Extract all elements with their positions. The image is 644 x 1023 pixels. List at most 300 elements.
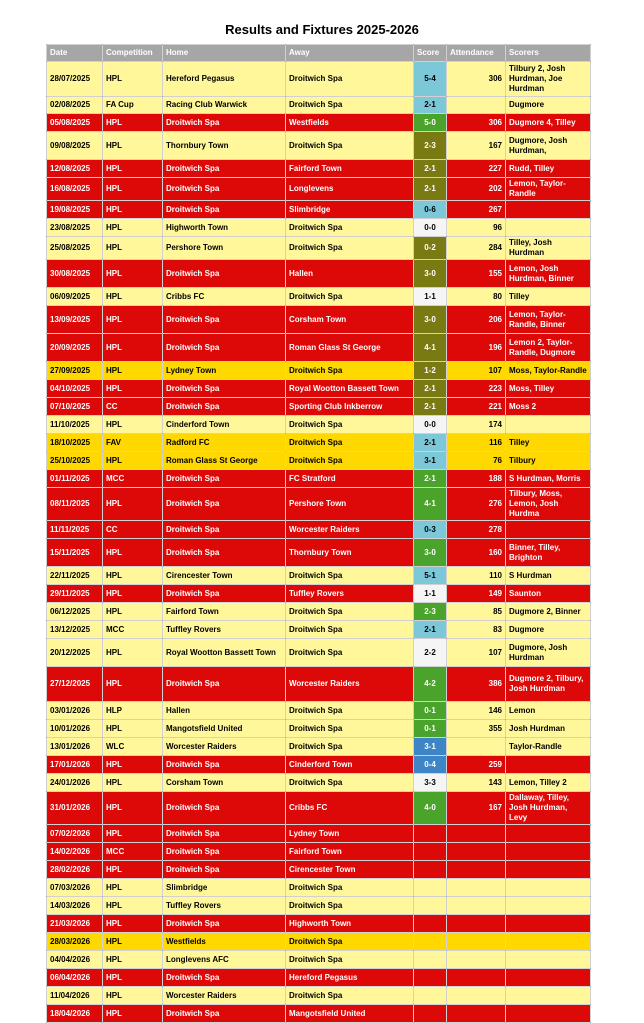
cell-away: Cinderford Town <box>286 756 414 774</box>
fixture-row <box>47 452 591 470</box>
cell-away: Droitwich Spa <box>286 219 414 237</box>
cell-score: 2-1 <box>414 398 447 416</box>
cell-away: Droitwich Spa <box>286 434 414 452</box>
cell-home: Cirencester Town <box>163 567 286 585</box>
cell-attendance <box>447 97 506 114</box>
cell-competition: WLC <box>103 738 163 756</box>
cell-scorers: Lemon, Taylor-Randle, Binner <box>506 306 591 334</box>
cell-competition: FA Cup <box>103 97 163 114</box>
cell-away: Lydney Town <box>286 825 414 843</box>
cell-competition: HPL <box>103 416 163 434</box>
cell-away: Droitwich Spa <box>286 987 414 1005</box>
cell-score: 0-3 <box>414 521 447 539</box>
cell-home: Droitwich Spa <box>163 114 286 132</box>
cell-scorers: Lemon, Tilley 2 <box>506 774 591 792</box>
cell-score: 0-0 <box>414 219 447 237</box>
cell-score <box>414 915 447 933</box>
fixture-row <box>47 470 591 488</box>
cell-scorers <box>506 416 591 434</box>
cell-competition: HPL <box>103 861 163 879</box>
fixture-row <box>47 879 591 897</box>
fixture-row <box>47 738 591 756</box>
cell-score: 5-4 <box>414 62 447 97</box>
cell-score <box>414 897 447 915</box>
cell-attendance: 276 <box>447 488 506 521</box>
fixture-row <box>47 585 591 603</box>
fixture-row <box>47 915 591 933</box>
cell-scorers: Dugmore <box>506 621 591 639</box>
fixture-row <box>47 667 591 702</box>
cell-score <box>414 969 447 987</box>
cell-score: 2-1 <box>414 380 447 398</box>
cell-away: Tuffley Rovers <box>286 585 414 603</box>
cell-scorers: Rudd, Tilley <box>506 160 591 178</box>
cell-score: 2-1 <box>414 178 447 201</box>
cell-competition: CC <box>103 398 163 416</box>
cell-date: 06/12/2025 <box>47 603 103 621</box>
fixture-row <box>47 62 591 97</box>
cell-date: 04/04/2026 <box>47 951 103 969</box>
cell-scorers <box>506 861 591 879</box>
cell-competition: CC <box>103 521 163 539</box>
cell-away: Royal Wootton Bassett Town <box>286 380 414 398</box>
cell-away: Droitwich Spa <box>286 416 414 434</box>
cell-away: Mangotsfield United <box>286 1005 414 1023</box>
cell-score: 4-1 <box>414 334 447 362</box>
cell-competition: HPL <box>103 603 163 621</box>
cell-competition: HPL <box>103 915 163 933</box>
cell-away: Droitwich Spa <box>286 879 414 897</box>
cell-date: 10/01/2026 <box>47 720 103 738</box>
header-row <box>47 45 591 62</box>
header-home: Home <box>163 45 286 62</box>
cell-away: Droitwich Spa <box>286 774 414 792</box>
cell-home: Droitwich Spa <box>163 861 286 879</box>
cell-attendance <box>447 897 506 915</box>
fixture-row <box>47 567 591 585</box>
cell-home: Roman Glass St George <box>163 452 286 470</box>
cell-away: Droitwich Spa <box>286 603 414 621</box>
cell-attendance: 306 <box>447 62 506 97</box>
cell-attendance: 96 <box>447 219 506 237</box>
cell-date: 08/11/2025 <box>47 488 103 521</box>
fixture-row <box>47 362 591 380</box>
header-scorers: Scorers <box>506 45 591 62</box>
cell-score: 2-1 <box>414 434 447 452</box>
cell-score <box>414 987 447 1005</box>
fixture-row <box>47 639 591 667</box>
cell-competition: HPL <box>103 362 163 380</box>
cell-scorers: Binner, Tilley, Brighton <box>506 539 591 567</box>
cell-date: 25/08/2025 <box>47 237 103 260</box>
cell-home: Cinderford Town <box>163 416 286 434</box>
fixture-row <box>47 792 591 825</box>
cell-date: 16/08/2025 <box>47 178 103 201</box>
cell-scorers: Dugmore 4, Tilley <box>506 114 591 132</box>
cell-home: Lydney Town <box>163 362 286 380</box>
cell-home: Droitwich Spa <box>163 160 286 178</box>
cell-score <box>414 861 447 879</box>
cell-attendance: 223 <box>447 380 506 398</box>
cell-attendance <box>447 987 506 1005</box>
cell-home: Droitwich Spa <box>163 398 286 416</box>
cell-competition: MCC <box>103 621 163 639</box>
cell-date: 18/04/2026 <box>47 1005 103 1023</box>
cell-date: 24/01/2026 <box>47 774 103 792</box>
cell-competition: HPL <box>103 585 163 603</box>
cell-date: 11/10/2025 <box>47 416 103 434</box>
cell-home: Droitwich Spa <box>163 380 286 398</box>
cell-away: Droitwich Spa <box>286 237 414 260</box>
cell-home: Droitwich Spa <box>163 792 286 825</box>
cell-home: Worcester Raiders <box>163 987 286 1005</box>
cell-competition: HPL <box>103 62 163 97</box>
cell-scorers <box>506 897 591 915</box>
cell-date: 22/11/2025 <box>47 567 103 585</box>
fixture-row <box>47 114 591 132</box>
cell-scorers: Tilbury, Moss, Lemon, Josh Hurdma <box>506 488 591 521</box>
cell-date: 13/12/2025 <box>47 621 103 639</box>
cell-competition: HPL <box>103 539 163 567</box>
cell-away: Droitwich Spa <box>286 288 414 306</box>
cell-competition: HPL <box>103 219 163 237</box>
cell-attendance: 83 <box>447 621 506 639</box>
cell-attendance: 284 <box>447 237 506 260</box>
cell-competition: HPL <box>103 178 163 201</box>
cell-home: Fairford Town <box>163 603 286 621</box>
cell-attendance <box>447 861 506 879</box>
cell-away: Longlevens <box>286 178 414 201</box>
fixture-row <box>47 756 591 774</box>
cell-date: 28/03/2026 <box>47 933 103 951</box>
cell-away: Droitwich Spa <box>286 567 414 585</box>
cell-home: Tuffley Rovers <box>163 621 286 639</box>
cell-score <box>414 1005 447 1023</box>
cell-score: 2-3 <box>414 603 447 621</box>
cell-away: Sporting Club Inkberrow <box>286 398 414 416</box>
cell-score: 3-0 <box>414 260 447 288</box>
fixture-row <box>47 774 591 792</box>
fixture-row <box>47 380 591 398</box>
cell-away: FC Stratford <box>286 470 414 488</box>
cell-away: Roman Glass St George <box>286 334 414 362</box>
fixture-row <box>47 201 591 219</box>
cell-home: Droitwich Spa <box>163 521 286 539</box>
cell-score: 1-1 <box>414 288 447 306</box>
cell-scorers <box>506 201 591 219</box>
cell-competition: HPL <box>103 987 163 1005</box>
cell-home: Droitwich Spa <box>163 667 286 702</box>
cell-home: Mangotsfield United <box>163 720 286 738</box>
cell-scorers: Moss 2 <box>506 398 591 416</box>
cell-date: 15/11/2025 <box>47 539 103 567</box>
cell-home: Radford FC <box>163 434 286 452</box>
cell-competition: HPL <box>103 260 163 288</box>
cell-date: 11/11/2025 <box>47 521 103 539</box>
cell-competition: HPL <box>103 825 163 843</box>
cell-away: Worcester Raiders <box>286 521 414 539</box>
cell-scorers <box>506 521 591 539</box>
cell-away: Hallen <box>286 260 414 288</box>
cell-away: Droitwich Spa <box>286 720 414 738</box>
fixture-row <box>47 334 591 362</box>
fixture-row <box>47 260 591 288</box>
cell-away: Fairford Town <box>286 843 414 861</box>
cell-scorers <box>506 915 591 933</box>
cell-home: Droitwich Spa <box>163 334 286 362</box>
fixture-row <box>47 720 591 738</box>
cell-date: 28/02/2026 <box>47 861 103 879</box>
cell-score: 2-1 <box>414 97 447 114</box>
fixture-row <box>47 951 591 969</box>
cell-score: 0-0 <box>414 416 447 434</box>
fixture-row <box>47 843 591 861</box>
cell-away: Droitwich Spa <box>286 97 414 114</box>
cell-date: 14/02/2026 <box>47 843 103 861</box>
cell-competition: HPL <box>103 639 163 667</box>
cell-attendance: 259 <box>447 756 506 774</box>
cell-score: 0-4 <box>414 756 447 774</box>
cell-scorers: Lemon 2, Taylor-Randle, Dugmore <box>506 334 591 362</box>
cell-score: 5-0 <box>414 114 447 132</box>
cell-scorers: Moss, Tilley <box>506 380 591 398</box>
page-title: Results and Fixtures 2025-2026 <box>225 22 419 37</box>
cell-away: Droitwich Spa <box>286 362 414 380</box>
cell-attendance <box>447 825 506 843</box>
cell-away: Droitwich Spa <box>286 639 414 667</box>
cell-attendance: 167 <box>447 132 506 160</box>
cell-scorers: Tilley <box>506 434 591 452</box>
cell-score: 2-3 <box>414 132 447 160</box>
cell-competition: HPL <box>103 201 163 219</box>
cell-home: Droitwich Spa <box>163 915 286 933</box>
fixture-row <box>47 933 591 951</box>
cell-attendance: 167 <box>447 792 506 825</box>
cell-date: 18/10/2025 <box>47 434 103 452</box>
cell-attendance <box>447 1005 506 1023</box>
cell-competition: HPL <box>103 160 163 178</box>
cell-away: Droitwich Spa <box>286 132 414 160</box>
cell-home: Corsham Town <box>163 774 286 792</box>
fixture-row <box>47 825 591 843</box>
cell-away: Fairford Town <box>286 160 414 178</box>
cell-away: Highworth Town <box>286 915 414 933</box>
cell-score: 0-2 <box>414 237 447 260</box>
cell-scorers: Dugmore, Josh Hurdman, <box>506 132 591 160</box>
cell-attendance: 355 <box>447 720 506 738</box>
cell-competition: HPL <box>103 488 163 521</box>
cell-competition: HPL <box>103 774 163 792</box>
fixture-row <box>47 160 591 178</box>
cell-date: 13/09/2025 <box>47 306 103 334</box>
cell-score: 3-1 <box>414 738 447 756</box>
cell-attendance: 202 <box>447 178 506 201</box>
cell-attendance: 196 <box>447 334 506 362</box>
cell-date: 01/11/2025 <box>47 470 103 488</box>
cell-home: Droitwich Spa <box>163 178 286 201</box>
cell-competition: HPL <box>103 334 163 362</box>
cell-date: 11/04/2026 <box>47 987 103 1005</box>
fixture-row <box>47 702 591 720</box>
cell-away: Westfields <box>286 114 414 132</box>
cell-date: 17/01/2026 <box>47 756 103 774</box>
cell-away: Slimbridge <box>286 201 414 219</box>
cell-date: 12/08/2025 <box>47 160 103 178</box>
cell-attendance: 221 <box>447 398 506 416</box>
fixture-row <box>47 97 591 114</box>
header-away: Away <box>286 45 414 62</box>
cell-date: 03/01/2026 <box>47 702 103 720</box>
cell-scorers: Saunton <box>506 585 591 603</box>
cell-competition: HPL <box>103 567 163 585</box>
cell-scorers <box>506 843 591 861</box>
cell-competition: HPL <box>103 969 163 987</box>
cell-score: 0-1 <box>414 720 447 738</box>
cell-competition: FAV <box>103 434 163 452</box>
header-score: Score <box>414 45 447 62</box>
cell-home: Droitwich Spa <box>163 260 286 288</box>
cell-attendance: 149 <box>447 585 506 603</box>
cell-competition: HPL <box>103 1005 163 1023</box>
cell-score: 2-1 <box>414 470 447 488</box>
cell-home: Slimbridge <box>163 879 286 897</box>
cell-competition: HPL <box>103 237 163 260</box>
fixture-row <box>47 621 591 639</box>
cell-scorers <box>506 987 591 1005</box>
cell-attendance: 278 <box>447 521 506 539</box>
cell-score <box>414 825 447 843</box>
cell-attendance: 306 <box>447 114 506 132</box>
cell-scorers: Lemon <box>506 702 591 720</box>
cell-scorers <box>506 951 591 969</box>
cell-scorers: Lemon, Josh Hurdman, Binner <box>506 260 591 288</box>
cell-competition: MCC <box>103 470 163 488</box>
cell-score: 1-2 <box>414 362 447 380</box>
cell-attendance: 227 <box>447 160 506 178</box>
cell-date: 14/03/2026 <box>47 897 103 915</box>
cell-home: Droitwich Spa <box>163 585 286 603</box>
cell-home: Droitwich Spa <box>163 488 286 521</box>
cell-home: Droitwich Spa <box>163 825 286 843</box>
cell-home: Cribbs FC <box>163 288 286 306</box>
cell-home: Racing Club Warwick <box>163 97 286 114</box>
cell-away: Droitwich Spa <box>286 933 414 951</box>
cell-date: 29/11/2025 <box>47 585 103 603</box>
cell-scorers: Tilbury 2, Josh Hurdman, Joe Hurdman <box>506 62 591 97</box>
fixture-row <box>47 969 591 987</box>
cell-home: Worcester Raiders <box>163 738 286 756</box>
cell-competition: HLP <box>103 702 163 720</box>
cell-competition: HPL <box>103 132 163 160</box>
cell-date: 23/08/2025 <box>47 219 103 237</box>
cell-date: 30/08/2025 <box>47 260 103 288</box>
cell-date: 28/07/2025 <box>47 62 103 97</box>
cell-attendance: 174 <box>447 416 506 434</box>
cell-score <box>414 879 447 897</box>
cell-competition: HPL <box>103 380 163 398</box>
cell-score: 5-1 <box>414 567 447 585</box>
results-table <box>46 44 591 1023</box>
cell-scorers: Dugmore 2, Binner <box>506 603 591 621</box>
cell-competition: HPL <box>103 933 163 951</box>
fixture-row <box>47 237 591 260</box>
cell-score <box>414 951 447 969</box>
cell-away: Corsham Town <box>286 306 414 334</box>
cell-away: Cirencester Town <box>286 861 414 879</box>
cell-attendance <box>447 933 506 951</box>
cell-attendance: 155 <box>447 260 506 288</box>
fixture-row <box>47 1005 591 1023</box>
cell-scorers: Josh Hurdman <box>506 720 591 738</box>
cell-home: Droitwich Spa <box>163 470 286 488</box>
cell-score: 4-1 <box>414 488 447 521</box>
cell-competition: HPL <box>103 879 163 897</box>
cell-home: Droitwich Spa <box>163 306 286 334</box>
header-date: Date <box>47 45 103 62</box>
cell-home: Droitwich Spa <box>163 756 286 774</box>
cell-scorers <box>506 219 591 237</box>
cell-attendance: 267 <box>447 201 506 219</box>
cell-scorers: Taylor-Randle <box>506 738 591 756</box>
cell-scorers <box>506 1005 591 1023</box>
cell-date: 20/09/2025 <box>47 334 103 362</box>
cell-date: 02/08/2025 <box>47 97 103 114</box>
cell-attendance <box>447 915 506 933</box>
cell-scorers <box>506 879 591 897</box>
cell-home: Droitwich Spa <box>163 969 286 987</box>
cell-attendance: 116 <box>447 434 506 452</box>
cell-attendance: 85 <box>447 603 506 621</box>
cell-score: 0-1 <box>414 702 447 720</box>
cell-scorers <box>506 933 591 951</box>
cell-attendance: 206 <box>447 306 506 334</box>
cell-score: 3-0 <box>414 539 447 567</box>
cell-scorers: Tilley <box>506 288 591 306</box>
fixture-row <box>47 603 591 621</box>
cell-date: 07/03/2026 <box>47 879 103 897</box>
cell-attendance <box>447 879 506 897</box>
cell-away: Droitwich Spa <box>286 452 414 470</box>
cell-date: 27/09/2025 <box>47 362 103 380</box>
cell-date: 31/01/2026 <box>47 792 103 825</box>
cell-away: Hereford Pegasus <box>286 969 414 987</box>
cell-date: 06/04/2026 <box>47 969 103 987</box>
cell-attendance: 188 <box>447 470 506 488</box>
cell-away: Thornbury Town <box>286 539 414 567</box>
fixture-row <box>47 178 591 201</box>
cell-home: Hallen <box>163 702 286 720</box>
cell-away: Droitwich Spa <box>286 62 414 97</box>
cell-attendance <box>447 738 506 756</box>
header-competition: Competition <box>103 45 163 62</box>
fixtures-body <box>47 62 591 1023</box>
cell-date: 27/12/2025 <box>47 667 103 702</box>
fixture-row <box>47 416 591 434</box>
cell-date: 09/08/2025 <box>47 132 103 160</box>
cell-competition: HPL <box>103 452 163 470</box>
cell-attendance: 107 <box>447 362 506 380</box>
cell-home: Westfields <box>163 933 286 951</box>
cell-scorers: Tilbury <box>506 452 591 470</box>
cell-date: 04/10/2025 <box>47 380 103 398</box>
cell-competition: HPL <box>103 720 163 738</box>
fixture-row <box>47 539 591 567</box>
cell-date: 06/09/2025 <box>47 288 103 306</box>
cell-attendance: 76 <box>447 452 506 470</box>
cell-score <box>414 933 447 951</box>
cell-home: Droitwich Spa <box>163 1005 286 1023</box>
cell-attendance <box>447 843 506 861</box>
